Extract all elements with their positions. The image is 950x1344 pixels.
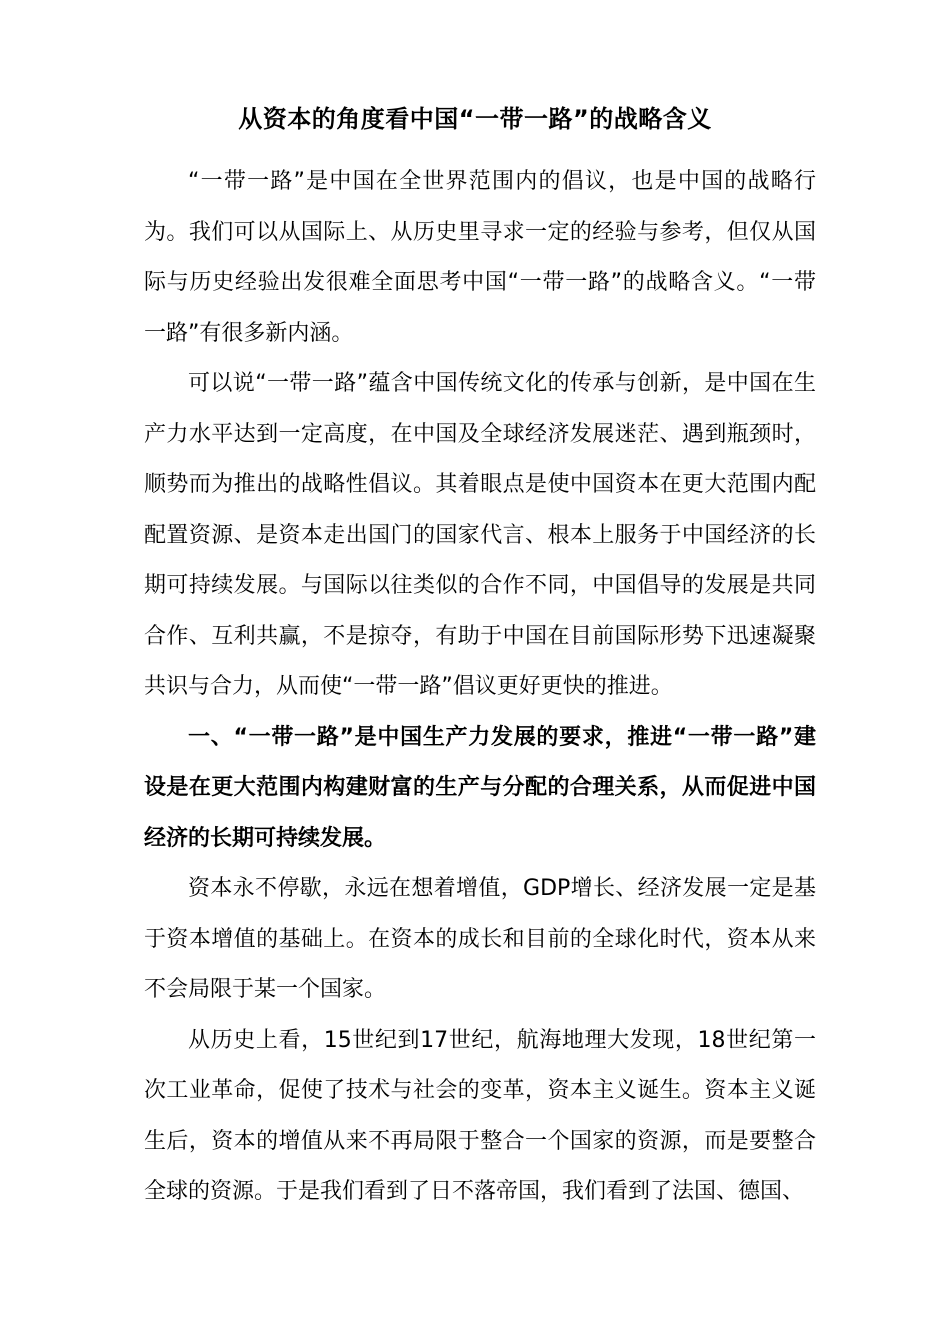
document-title: 从资本的角度看中国“一带一路”的战略含义 xyxy=(238,105,712,133)
paragraph-capital: 资本永不停歇，永远在想着增值，GDP增长、经济发展一定是基于资本增值的基础上。在资本的成长和目前的全球化时代，资本从来不会局限于某一个国家。 xyxy=(144,876,816,1002)
paragraph-intro: “一带一路”是中国在全世界范围内的倡议，也是中国的战略行为。我们可以从国际上、从历史里寻求一定的经验与参考，但仅从国际与历史经验出发很难全面思考中国“一带一路”的战略含义。“一带一路”有很多新内涵。 xyxy=(144,169,816,346)
paragraph-history: 从历史上看，15世纪到17世纪，航海地理大发现，18世纪第一次工业革命，促使了技术与社会的变革，资本主义诞生。资本主义诞生后，资本的增值从来不再局限于整合一个国家的资源，而是要整合全球的资源。于是我们看到了日不落帝国，我们看到了法国、德国、 xyxy=(144,1027,816,1204)
paragraph-initiative: 可以说“一带一路”蕴含中国传统文化的传承与创新，是中国在生产力水平达到一定高度，在中国及全球经济发展迷茫、遇到瓶颈时，顺势而为推出的战略性倡议。其着眼点是使中国资本在更大范围内配配置资源、是资本走出国门的国家代言、根本上服务于中国经济的长期可持续发展。与国际以往类似的合作不同，中国倡导的发展是共同合作、互利共赢，不是掠夺，有助于中国在目前国际形势下迅速凝聚共识与合力，从而使“一带一路”倡议更好更快的推进。 xyxy=(144,371,816,699)
section-heading-one: 一、“一带一路”是中国生产力发展的要求，推进“一带一路”建设是在更大范围内构建财富的生产与分配的合理关系，从而促进中国经济的长期可持续发展。 xyxy=(144,724,816,851)
document-body xyxy=(144,157,816,1218)
